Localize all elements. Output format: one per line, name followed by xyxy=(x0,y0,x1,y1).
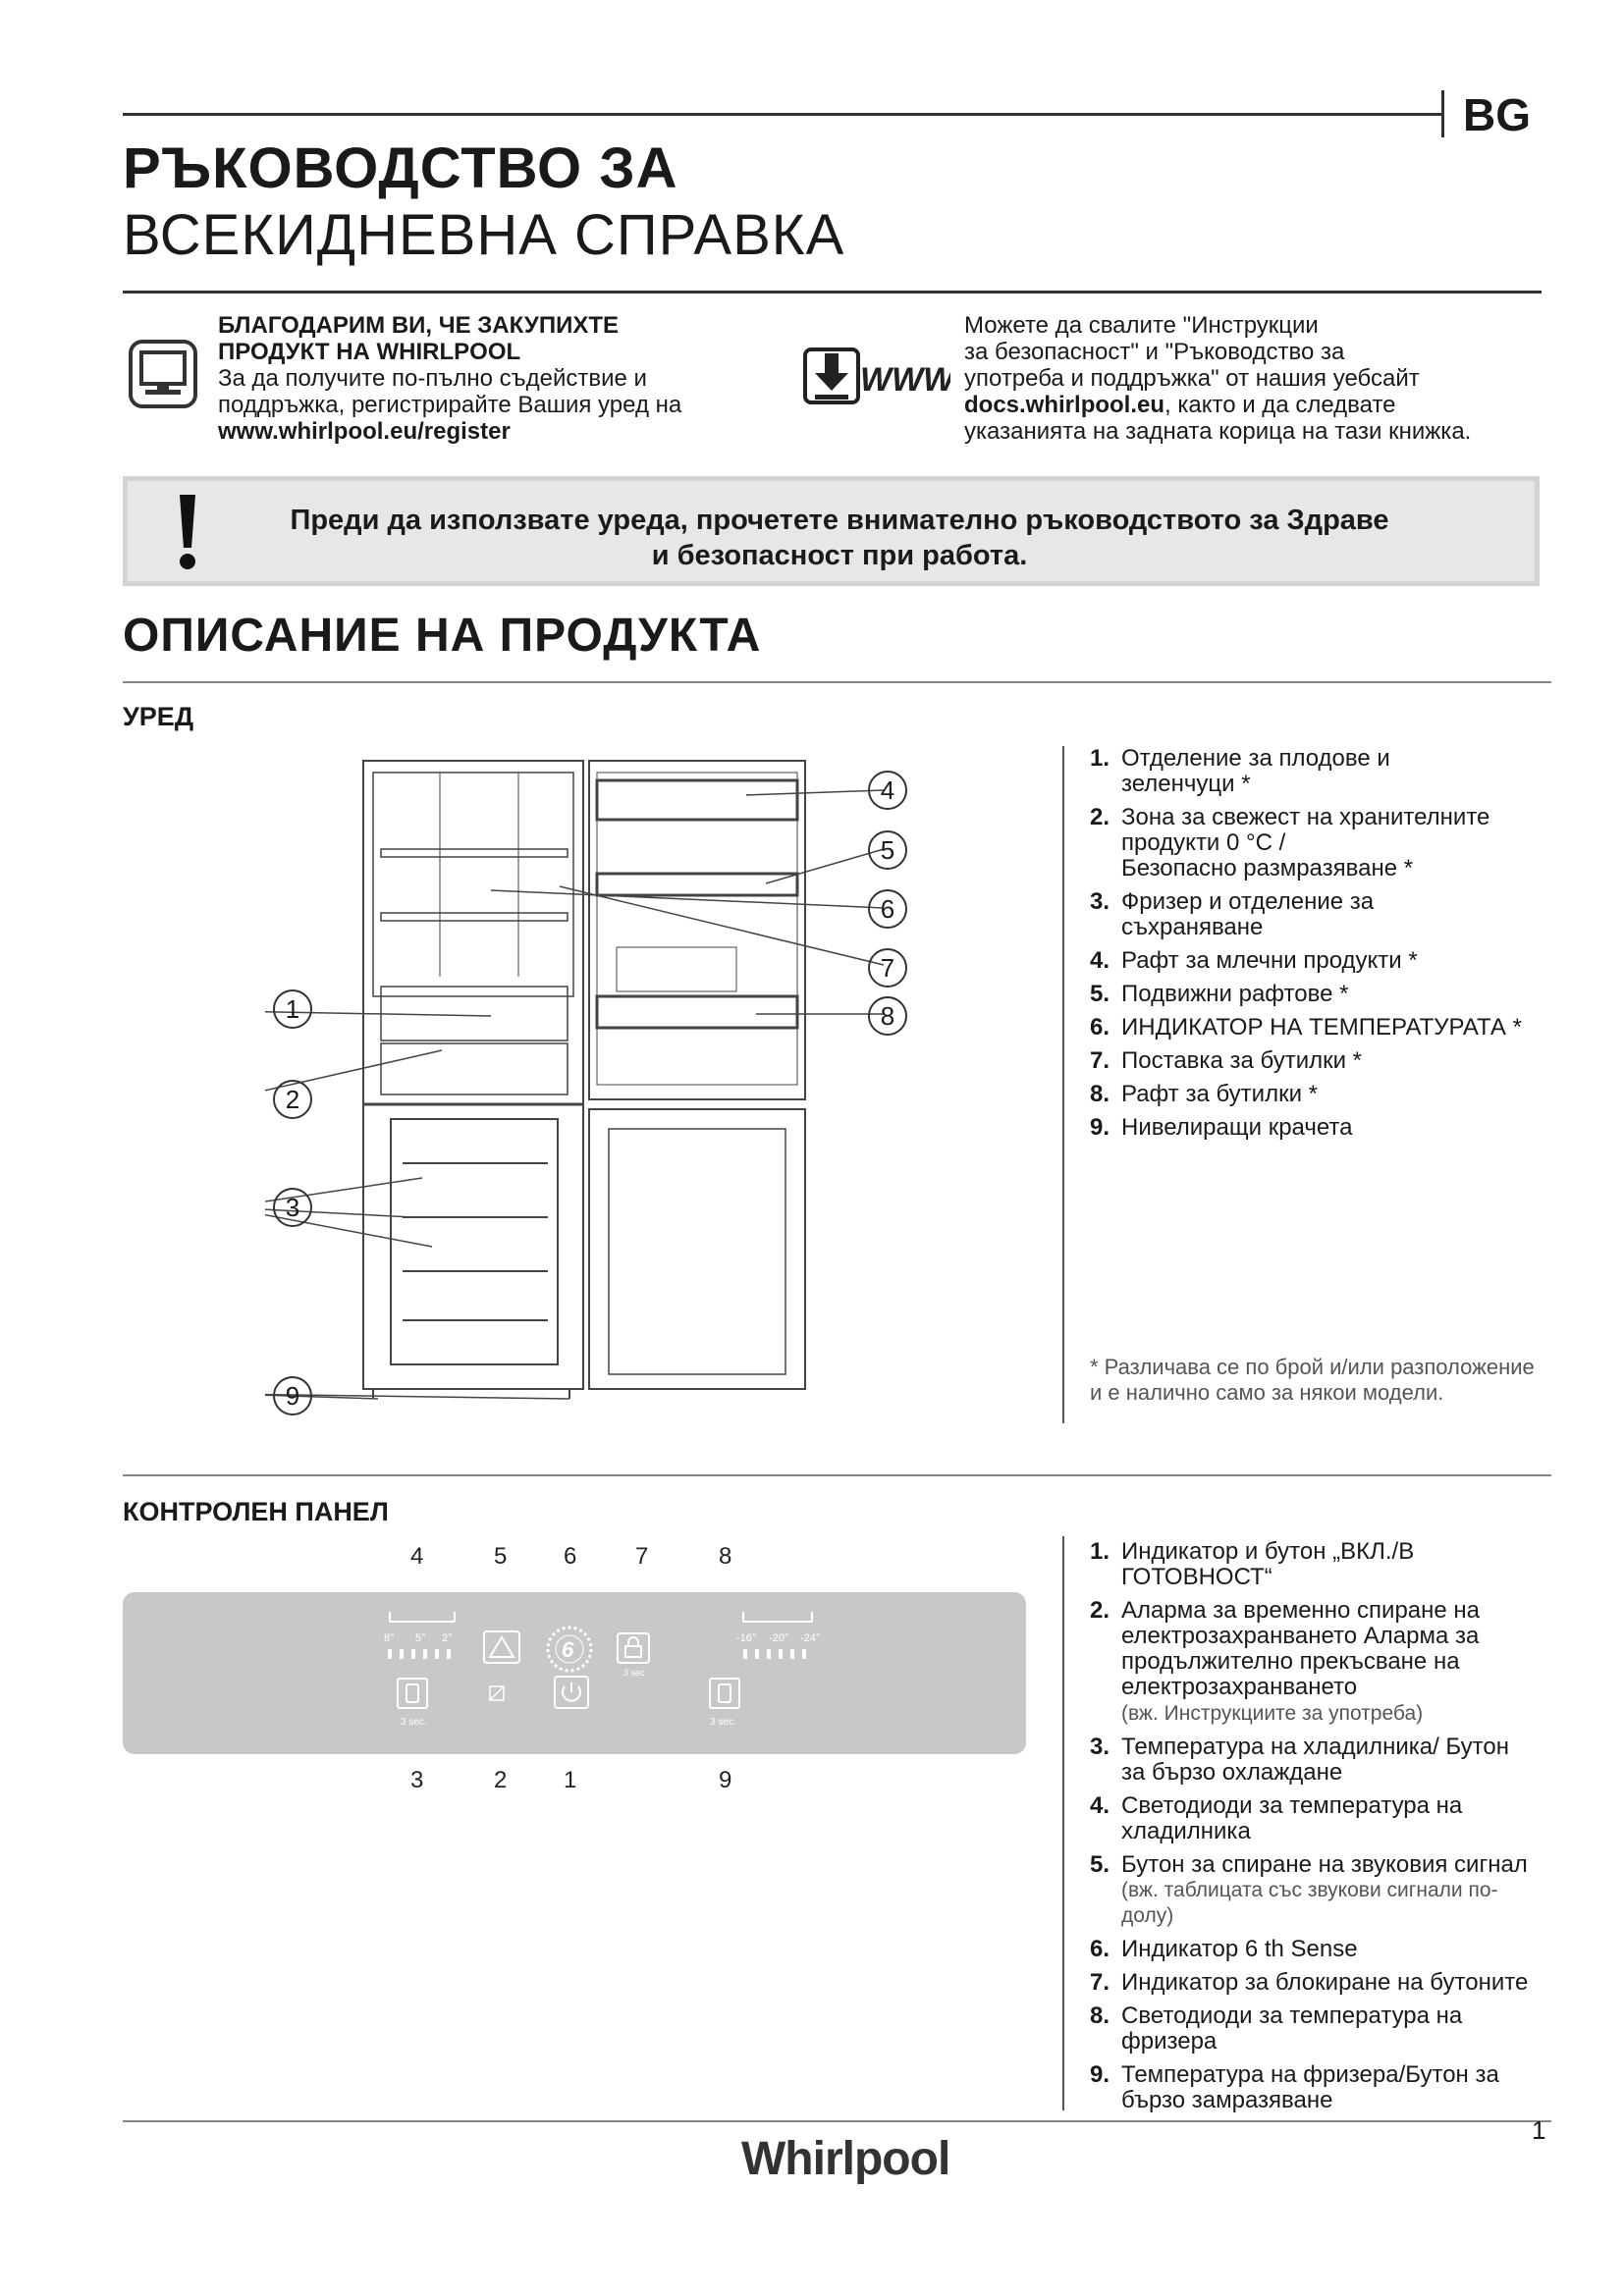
header-rule xyxy=(123,113,1443,116)
callout-8-label: 8 xyxy=(880,1001,895,1031)
legend-item: 5. Подвижни рафтове * xyxy=(1090,981,1349,1007)
power-button-icon[interactable] xyxy=(555,1677,588,1708)
callout-6-label: 6 xyxy=(880,894,895,924)
legend-item: 2. Зона за свежест на хранителните продукти 0 °C / Безопасно размразяване * xyxy=(1090,804,1490,881)
whirlpool-logo: Whirlpool xyxy=(741,2133,950,2185)
callout-7 xyxy=(868,948,907,988)
legend-item: 6. ИНДИКАТОР НА ТЕМПЕРАТУРАТА * xyxy=(1090,1014,1522,1041)
www-label: WWW xyxy=(860,361,950,399)
fridge-temp-2: 2° xyxy=(442,1632,453,1644)
callout-4 xyxy=(868,771,907,810)
fridge-temp-5: 5° xyxy=(415,1632,426,1644)
panel-label-5: 5 xyxy=(494,1543,508,1570)
docs-link[interactable]: docs.whirlpool.eu xyxy=(964,392,1165,418)
control-legend-item: 6. Индикатор 6 th Sense xyxy=(1090,1936,1358,1962)
warning-line1: Преди да използвате уреда, прочетете внимателно ръководството за Здраве xyxy=(290,505,1389,536)
fridge-hold-label: 3 sec. xyxy=(401,1717,427,1728)
download-text xyxy=(964,312,1553,445)
freezer-temp-16: -16° xyxy=(736,1632,757,1644)
alarm-stop-icon[interactable] xyxy=(484,1631,519,1663)
control-legend-divider xyxy=(1062,1536,1064,2110)
callout-6 xyxy=(868,889,907,929)
computer-monitor-icon xyxy=(128,339,198,409)
register-link[interactable]: www.whirlpool.eu/register xyxy=(218,418,511,445)
control-legend-item: 1. Индикатор и бутон „ВКЛ./В ГОТОВНОСТ“ xyxy=(1090,1538,1415,1590)
warning-line2: и безопасност при работа. xyxy=(651,540,1028,571)
control-panel-illustration xyxy=(123,1592,1026,1754)
lock-icon[interactable] xyxy=(618,1633,649,1663)
callout-1-label: 1 xyxy=(285,994,300,1024)
callout-1 xyxy=(273,989,312,1029)
control-panel-heading: КОНТРОЛЕН ПАНЕЛ xyxy=(123,1497,389,1526)
panel-label-9: 9 xyxy=(719,1767,732,1793)
legend-item: 1. Отделение за плодове и зеленчуци * xyxy=(1090,745,1390,797)
control-legend xyxy=(1090,1539,1561,2121)
language-code: BG xyxy=(1463,89,1531,140)
panel-label-3: 3 xyxy=(410,1767,424,1793)
freezer-hold-label: 3 sec. xyxy=(710,1717,736,1728)
callout-8 xyxy=(868,996,907,1036)
svg-text:6: 6 xyxy=(562,1637,574,1662)
callout-4-label: 4 xyxy=(880,775,895,805)
callout-9 xyxy=(273,1376,312,1415)
download-line2: за безопасност" и "Ръководство за xyxy=(964,339,1345,365)
panel-label-2: 2 xyxy=(494,1767,508,1793)
callout-3 xyxy=(273,1188,312,1227)
panel-label-4: 4 xyxy=(410,1543,424,1570)
register-line4: поддръжка, регистрирайте Вашия уред на xyxy=(218,392,682,418)
control-rule xyxy=(123,1474,1551,1476)
legend-item: 9. Нивелиращи крачета xyxy=(1090,1114,1353,1141)
callout-2 xyxy=(273,1080,312,1119)
register-line1: БЛАГОДАРИМ ВИ, ЧЕ ЗАКУПИХТЕ xyxy=(218,312,619,339)
download-line1: Можете да свалите "Инструкции xyxy=(964,312,1319,339)
lock-hold-label: 3 sec xyxy=(623,1668,645,1678)
page-number: 1 xyxy=(1532,2115,1546,2145)
warning-box xyxy=(123,476,1540,586)
register-line3: За да получите по-пълно съдействие и xyxy=(218,365,647,392)
availability-note: * Различава се по брой и/или разположение и е налично само за някои модели. xyxy=(1090,1355,1535,1405)
title-rule xyxy=(123,291,1542,294)
fridge-temp-button-icon[interactable] xyxy=(398,1679,427,1708)
appliance-legend xyxy=(1090,746,1561,1148)
callout-5-label: 5 xyxy=(880,835,895,865)
control-legend-item: 2. Аларма за временно спиране на електрозахранването Аларма за продължително прекъсване на електрозахранването (вж. Инструкциите за употреба) xyxy=(1090,1597,1481,1725)
exclamation-icon xyxy=(177,493,198,571)
page-title: РЪКОВОДСТВО ЗА xyxy=(123,136,678,200)
panel-label-6: 6 xyxy=(564,1543,577,1570)
panel-label-8: 8 xyxy=(719,1543,732,1570)
legend-item: 8. Рафт за бутилки * xyxy=(1090,1081,1318,1107)
legend-item: 3. Фризер и отделение за съхраняване xyxy=(1090,888,1375,940)
register-line2: ПРОДУКТ НА WHIRLPOOL xyxy=(218,339,521,365)
download-line5: указанията на задната корица на тази книжка. xyxy=(964,418,1472,445)
legend-item: 7. Поставка за бутилки * xyxy=(1090,1047,1363,1074)
power-failure-alarm-icon xyxy=(490,1686,504,1700)
appliance-heading: УРЕД xyxy=(123,702,194,731)
callout-9-label: 9 xyxy=(285,1381,300,1411)
control-legend-item: 9. Температура на фризера/Бутон за бързо замразяване xyxy=(1090,2061,1499,2113)
control-legend-item: 8. Светодиоди за температура на фризера xyxy=(1090,2002,1463,2055)
section-title: ОПИСАНИЕ НА ПРОДУКТА xyxy=(123,610,762,662)
callout-3-label: 3 xyxy=(285,1193,300,1222)
header-tick xyxy=(1441,90,1444,137)
freezer-temp-20: -20° xyxy=(769,1632,789,1644)
panel-label-7: 7 xyxy=(635,1543,649,1570)
freezer-temp-24: -24° xyxy=(800,1632,821,1644)
footer-rule xyxy=(123,2120,1551,2122)
control-legend-item: 5. Бутон за спиране на звуковия сигнал (вж. таблицата със звукови сигнали по- долу) xyxy=(1090,1851,1528,1927)
download-line4-rest: , както и да следвате xyxy=(1164,392,1396,418)
callout-2-label: 2 xyxy=(285,1085,300,1114)
warning-text xyxy=(231,503,1448,573)
callout-7-label: 7 xyxy=(880,953,895,983)
appliance-legend-divider xyxy=(1062,746,1064,1423)
download-www-icon xyxy=(803,346,950,408)
download-line4 xyxy=(964,392,1553,418)
register-text xyxy=(218,312,748,445)
control-legend-item: 3. Температура на хладилника/ Бутон за бързо охлаждане xyxy=(1090,1734,1509,1786)
control-legend-item: 4. Светодиоди за температура на хладилника xyxy=(1090,1792,1463,1844)
freezer-temp-button-icon[interactable] xyxy=(710,1679,739,1708)
fridge-temp-8: 8° xyxy=(384,1632,395,1644)
callout-5 xyxy=(868,830,907,870)
fridge-diagram xyxy=(265,751,933,1428)
sixth-sense-icon xyxy=(548,1628,591,1671)
page-subtitle: ВСЕКИДНЕВНА СПРАВКА xyxy=(123,203,845,267)
legend-item: 4. Рафт за млечни продукти * xyxy=(1090,947,1418,974)
download-line3: употреба и поддръжка" от нашия уебсайт xyxy=(964,365,1420,392)
section-rule xyxy=(123,681,1551,683)
control-legend-item: 7. Индикатор за блокиране на бутоните xyxy=(1090,1969,1529,1996)
panel-label-1: 1 xyxy=(564,1767,577,1793)
